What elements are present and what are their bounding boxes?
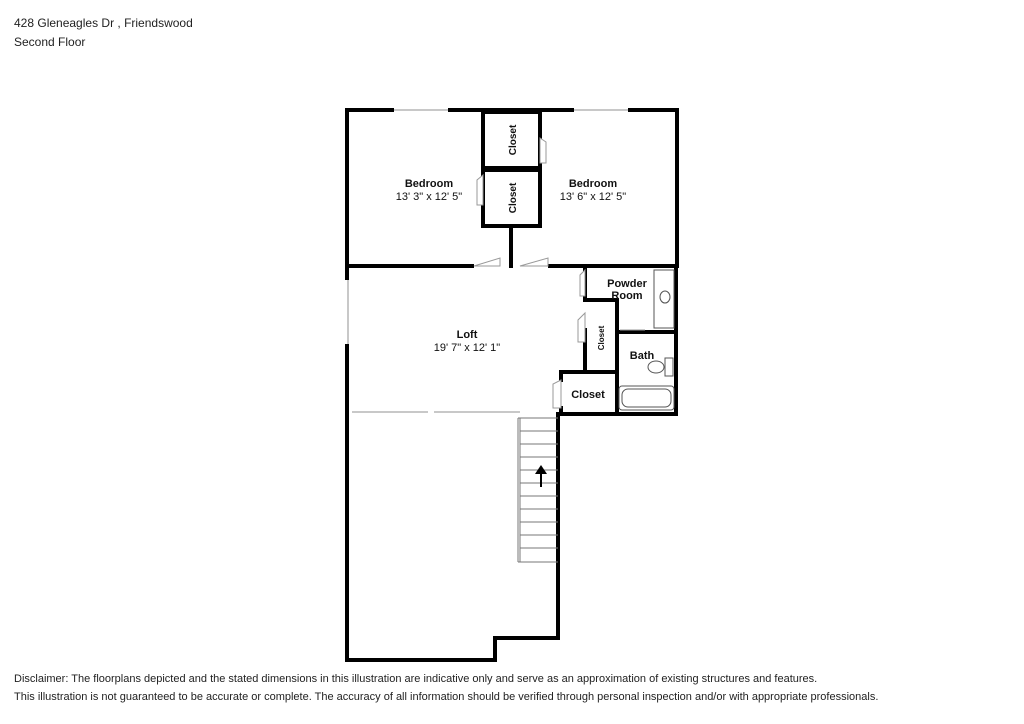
disclaimer-line-1: Disclaimer: The floorplans depicted and the stated dimensions in this illustration are indicative only and serve as an approximation of existing structures and features.: [14, 673, 818, 685]
stair-arrow-icon: [535, 465, 547, 487]
loft-name: Loft: [456, 329, 478, 341]
floor-label: Second Floor: [14, 35, 86, 49]
bath-label: Bath: [629, 350, 655, 362]
sink-icon: [660, 291, 670, 303]
stairs: [518, 418, 558, 562]
closet-mid-label: Closet: [508, 182, 519, 214]
doors: [474, 138, 645, 408]
bedroom-right-name: Bedroom: [568, 178, 618, 190]
property-address: 428 Gleneagles Dr , Friendswood: [14, 16, 193, 30]
disclaimer-line-2: This illustration is not guaranteed to be accurate or complete. The accuracy of all information should be verified through personal inspection and/or with appropriate professionals.: [14, 691, 879, 703]
powder-room-label-1: Powder: [607, 278, 647, 290]
loft-dims: 19' 7" x 12' 1": [433, 342, 501, 354]
bedroom-left-name: Bedroom: [404, 178, 454, 190]
powder-room-label-2: Room: [611, 290, 643, 302]
closet-lower-label: Closet: [571, 389, 605, 401]
toilet-bowl-icon: [648, 361, 664, 373]
bedroom-left-dims: 13' 3" x 12' 5": [395, 191, 463, 203]
toilet-tank-icon: [665, 358, 673, 376]
closet-top-label: Closet: [508, 124, 519, 156]
bedroom-right-dims: 13' 6" x 12' 5": [559, 191, 627, 203]
closet-small-label: Closet: [597, 325, 606, 351]
